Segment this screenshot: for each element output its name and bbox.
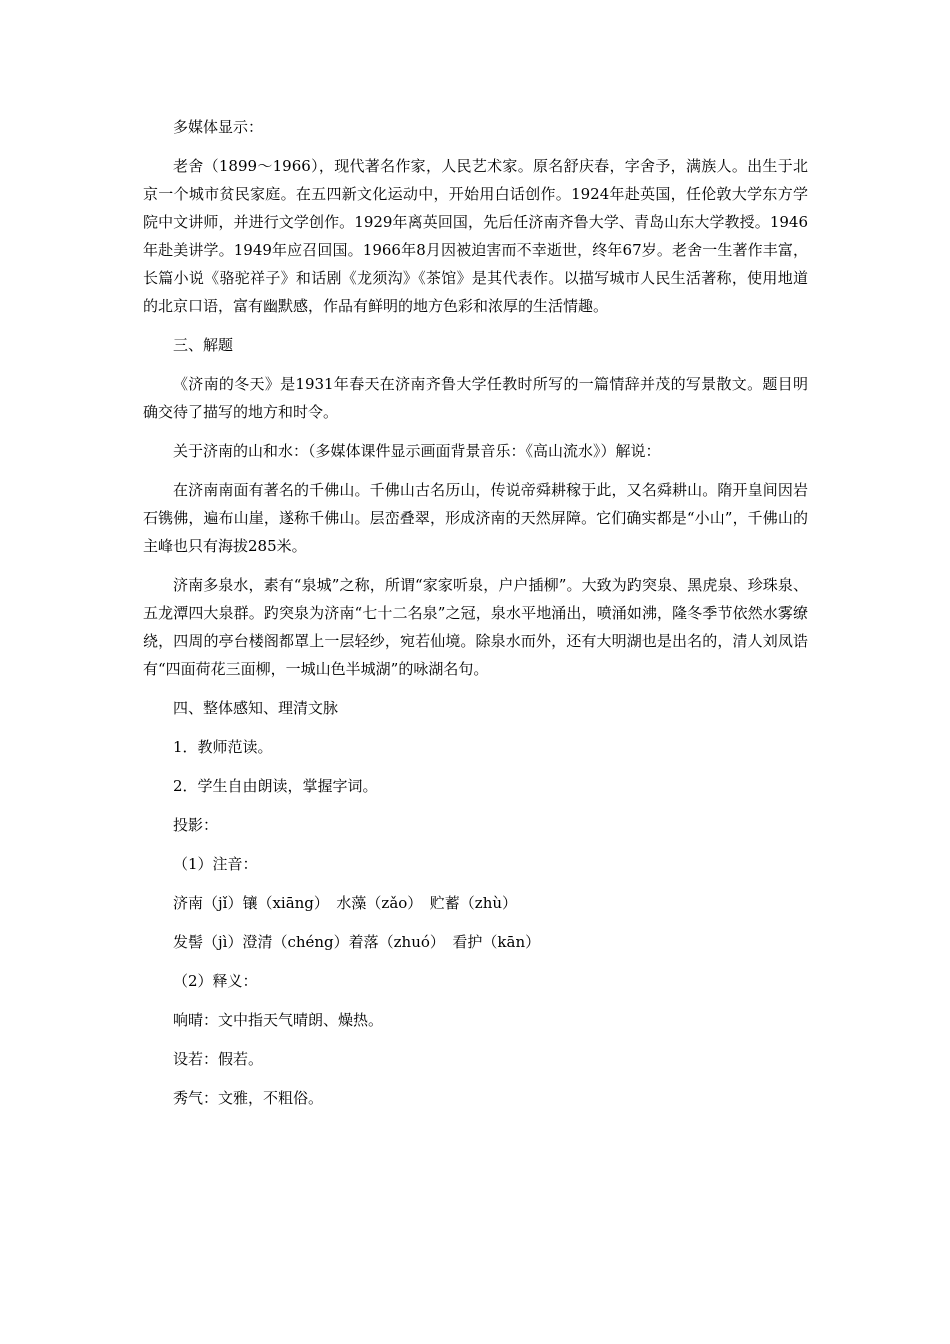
document-body bbox=[143, 113, 808, 1123]
paragraph-qianfo-mountain: 在济南南面有著名的千佛山。千佛山古名历山，传说帝舜耕稼于此，又名舜耕山。隋开皇间因岩石镌佛，遍布山崖，遂称千佛山。层峦叠翠，形成济南的天然屏障。它们确实都是“小山”，千佛山的主峰也只有海拔285米。 bbox=[143, 481, 808, 555]
paragraph-projection: 投影： bbox=[173, 816, 219, 834]
paragraph-mountain-water-intro: 关于济南的山和水：（多媒体课件显示画面背景音乐：《高山流水》）解说： bbox=[173, 442, 661, 460]
definition-xiuqi: 秀气：文雅，不粗俗。 bbox=[173, 1089, 324, 1107]
paragraph-multimedia-heading: 多媒体显示： bbox=[173, 118, 264, 136]
section-heading-jieti: 三、解题 bbox=[173, 336, 234, 354]
definition-xiangqing: 响晴：文中指天气晴朗、燥热。 bbox=[173, 1011, 384, 1029]
paragraph-title-explanation: 《济南的冬天》是1931年春天在济南齐鲁大学任教时所写的一篇情辞并茂的写景散文。题目明确交待了描写的地方和时令。 bbox=[143, 375, 808, 421]
section-heading-overall: 四、整体感知、理清文脉 bbox=[173, 699, 339, 717]
sub-heading-definitions: （2）释义： bbox=[173, 972, 258, 990]
definition-sheruo: 设若：假若。 bbox=[173, 1050, 264, 1068]
sub-heading-pronunciation: （1）注音： bbox=[173, 855, 258, 873]
pronunciation-line-2: 发髻（jì）澄清（chéng）着落（zhuó） 看护（kān） bbox=[173, 933, 541, 951]
list-item-student-reading: 2．学生自由朗读，掌握字词。 bbox=[173, 777, 378, 795]
pronunciation-line-1: 济南（jǐ）镶（xiāng） 水藻（zǎo） 贮蓄（zhù） bbox=[173, 894, 518, 912]
paragraph-laoshe-bio: 老舍（1899～1966），现代著名作家，人民艺术家。原名舒庆春，字舍予，满族人。出生于北京一个城市贫民家庭。在五四新文化运动中，开始用白话创作。1924年赴英国，任伦敦大学东方学院中文讲师，并进行文学创作。1929年离英回国，先后任济南齐鲁大学、青岛山东大学教授。1946年赴美讲学。1949年应召回国。1966年8月因被迫害而不幸逝世，终年67岁。老舍一生著作丰富，长篇小说《骆驼祥子》和话剧《龙须沟》《茶馆》是其代表作。以描写城市人民生活著称，使用地道的北京口语，富有幽默感，作品有鲜明的地方色彩和浓厚的生活情趣。 bbox=[143, 157, 808, 315]
list-item-teacher-reading: 1．教师范读。 bbox=[173, 738, 273, 756]
paragraph-springs: 济南多泉水，素有“泉城”之称，所谓“家家听泉，户户插柳”。大致为趵突泉、黑虎泉、珍珠泉、五龙潭四大泉群。趵突泉为济南“七十二名泉”之冠，泉水平地涌出，喷涌如沸，隆冬季节依然水雾缭绕，四周的亭台楼阁都罩上一层轻纱，宛若仙境。除泉水而外，还有大明湖也是出名的，清人刘凤诰有“四面荷花三面柳，一城山色半城湖”的咏湖名句。 bbox=[143, 576, 808, 678]
